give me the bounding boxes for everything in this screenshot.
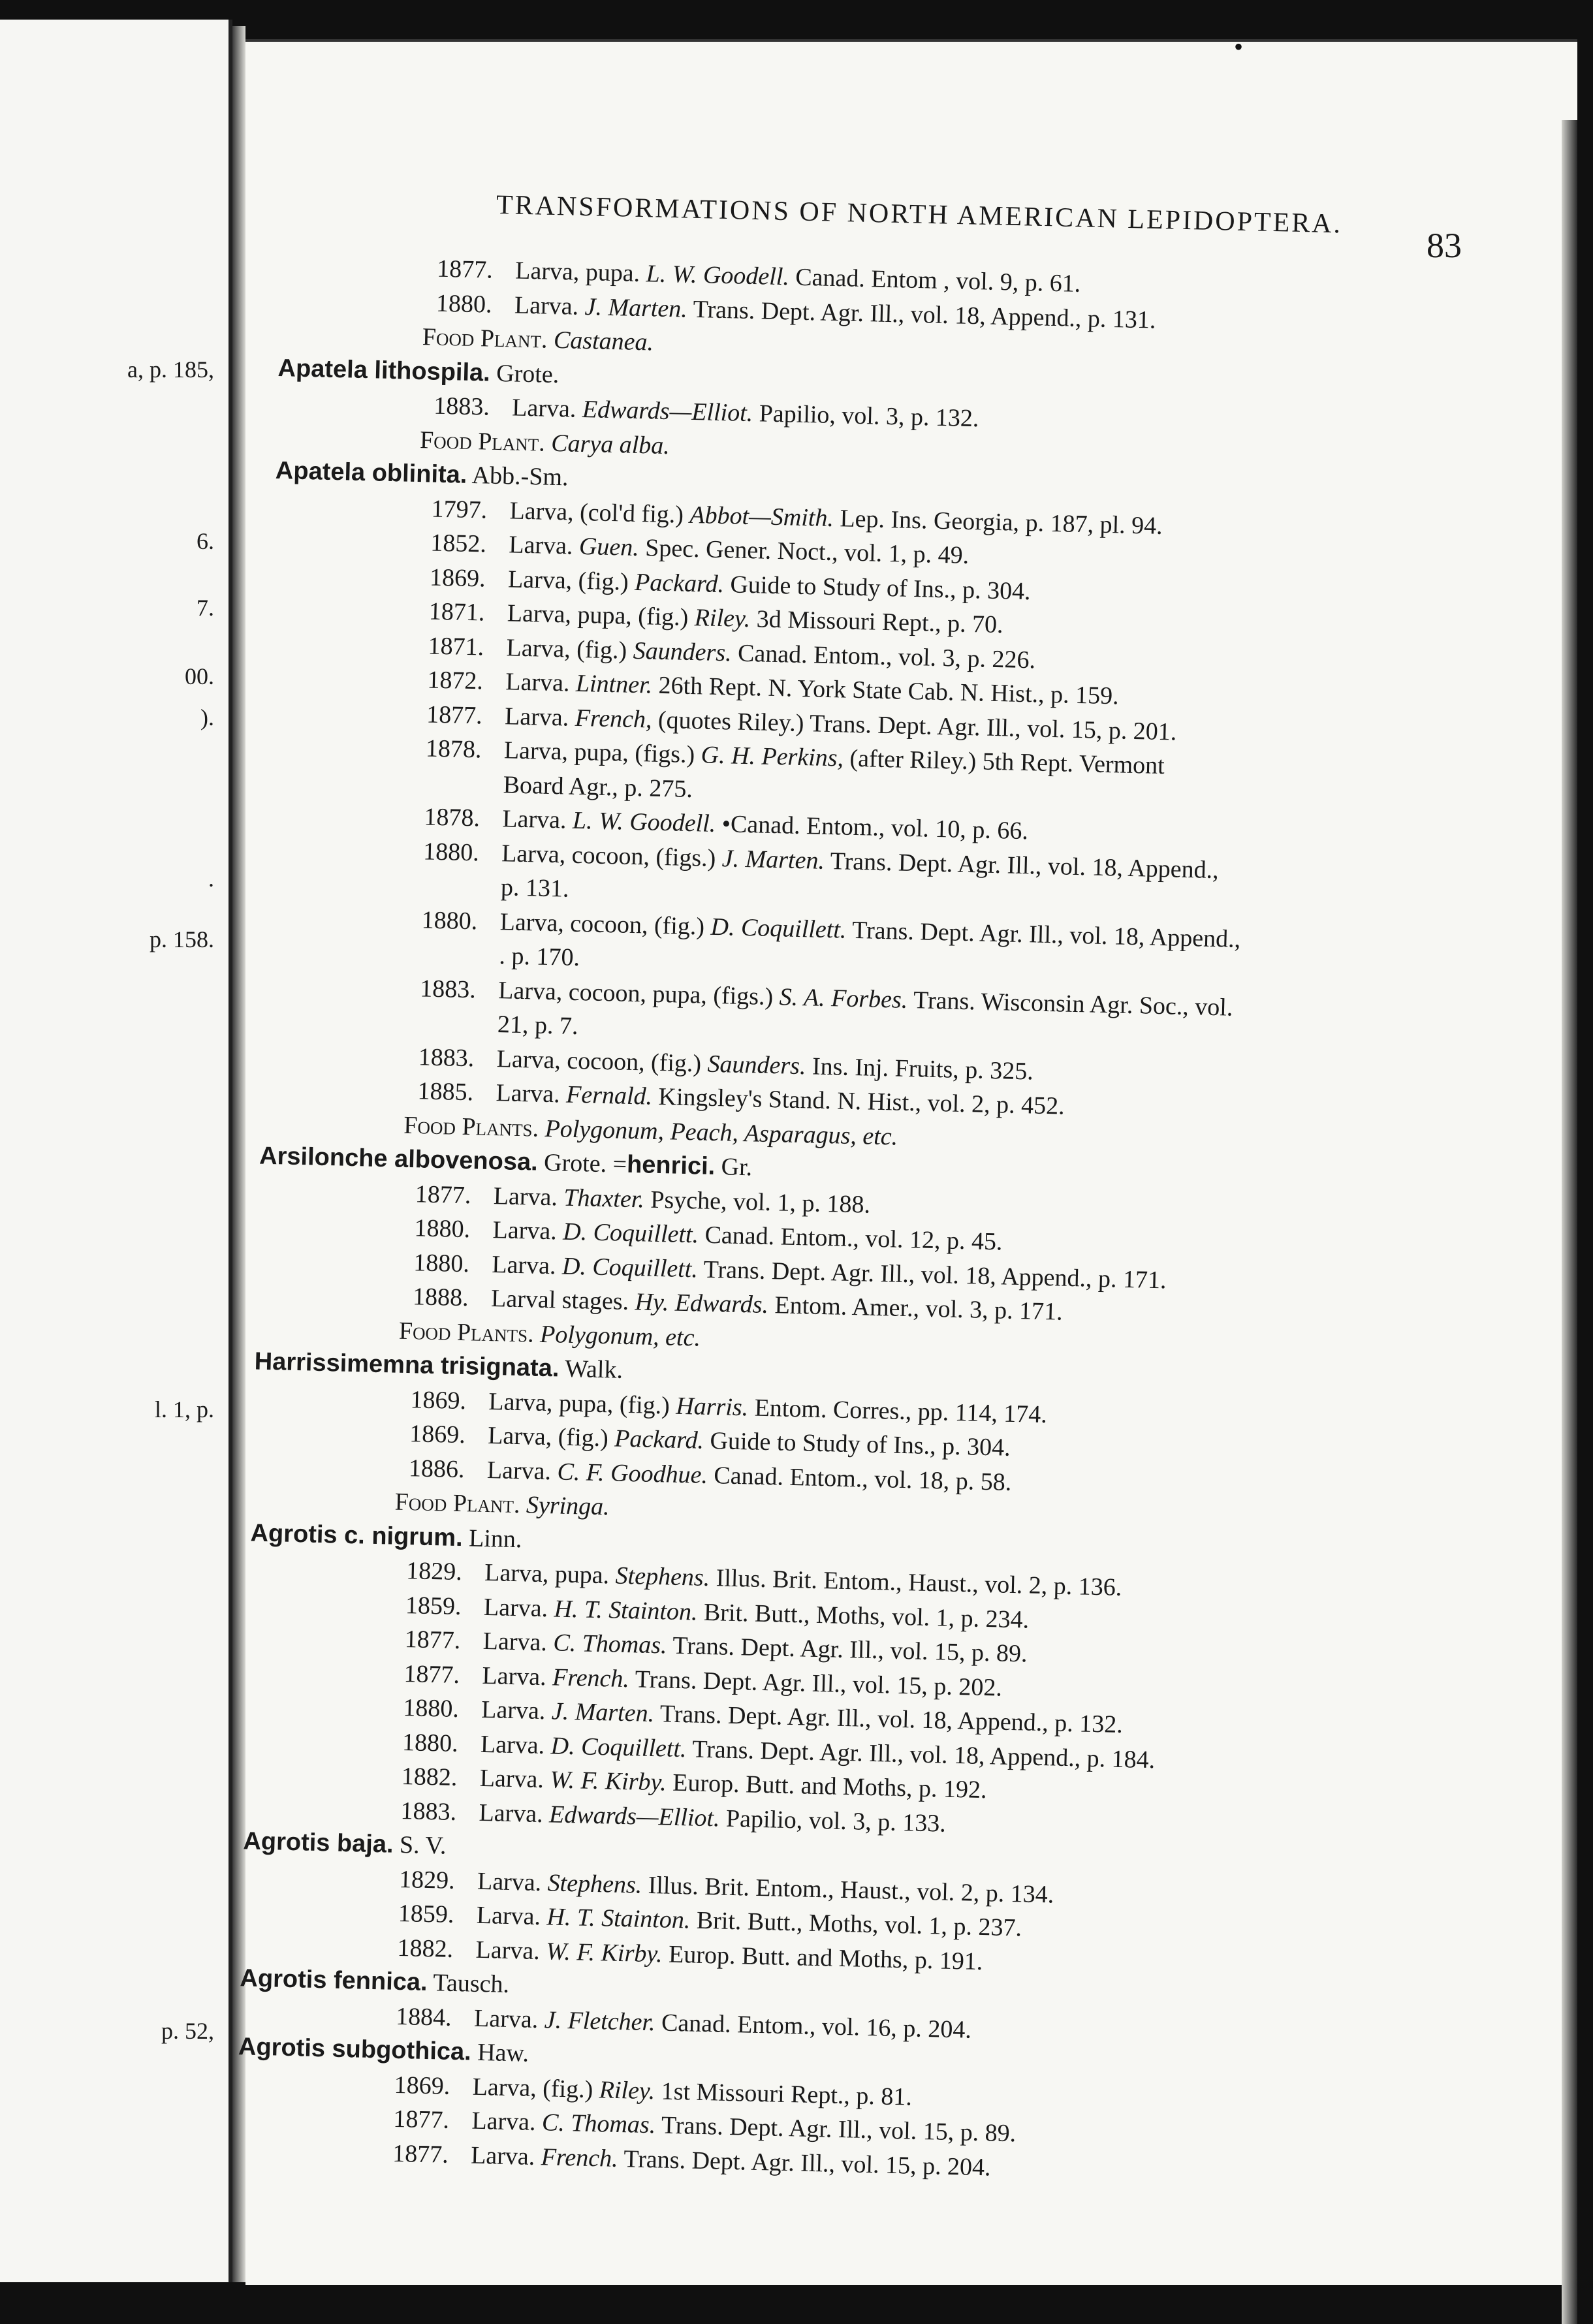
reference-author: L. W. Goodell. [646, 260, 790, 291]
reference-source: Canad. Entom., vol. 3, p. 226. [737, 639, 1036, 674]
reference-year: 1859. [398, 1899, 454, 1928]
reference-author: J. Marten. [721, 844, 825, 875]
reference-source: Trans. Dept. Agr. Ill., vol. 18, Append., p. 132. [659, 1700, 1124, 1739]
species-name: Agrotis c. nigrum. [250, 1518, 464, 1552]
page-number: 83 [1427, 226, 1462, 265]
food-plant-names: Castanea. [553, 326, 654, 356]
reference-source: Guide to Study of Ins., p. 304. [710, 1427, 1011, 1462]
reference-source: Canad. Entom , vol. 9, p. 61. [795, 263, 1081, 298]
reference-author: C. Thomas. [541, 2109, 656, 2139]
reference-continuation: Board Agr., p. 275. [503, 770, 693, 803]
food-plant-label: Food Plant. [422, 323, 548, 354]
reference-source: 1st Missouri Rept., p. 81. [661, 2077, 913, 2111]
species-authority: Walk. [564, 1355, 623, 1384]
facing-page-text: l. 1, p. [154, 1396, 214, 1422]
reference-author: C. F. Goodhue. [557, 1458, 708, 1489]
reference-year: 1869. [429, 563, 486, 593]
facing-page [0, 20, 232, 2282]
reference-description: Larva. [514, 290, 579, 321]
reference-year: 1878. [425, 734, 482, 764]
reference-source: Trans. Wisconsin Agr. Soc., vol. [913, 986, 1233, 1022]
reference-year: 1882. [397, 1934, 454, 1963]
reference-year: 1884. [395, 2002, 452, 2032]
facing-page-text: p. 158. [150, 926, 214, 952]
reference-description: Larva, pupa. [514, 257, 640, 287]
reference-source: Lep. Ins. Georgia, p. 187, pl. 94. [840, 504, 1163, 540]
reference-description: Larva. [491, 1250, 556, 1280]
reference-description: Larva. [496, 1079, 561, 1108]
reference-source: Entom. Corres., pp. 114, 174. [754, 1394, 1048, 1428]
reference-description: Larva. [492, 1216, 558, 1246]
synonym-authority: Gr. [721, 1153, 753, 1182]
reference-year: 1885. [417, 1077, 474, 1107]
species-name: Harrissimemna trisignata. [254, 1347, 560, 1383]
reference-year: 1872. [426, 666, 484, 695]
reference-source: 3d Missouri Rept., p. 70. [756, 605, 1004, 639]
reference-author: French. [552, 1663, 630, 1693]
reference-source: Canad. Entom., vol. 18, p. 58. [713, 1461, 1012, 1496]
reference-description: Larva, (fig.) [507, 565, 629, 596]
ink-speck: • [1234, 32, 1244, 61]
reference-description: Larva. [482, 1661, 547, 1691]
reference-author: D. Coquillett. [561, 1252, 699, 1283]
species-authority: Linn. [468, 1524, 522, 1553]
reference-author: Packard. [614, 1424, 704, 1454]
reference-author: Saunders. [707, 1050, 807, 1080]
reference-author: W. F. Kirby. [549, 1766, 667, 1797]
reference-source: Spec. Gener. Noct., vol. 1, p. 49. [644, 534, 970, 569]
reference-author: Lintner. [575, 669, 653, 699]
page-edge [1562, 120, 1577, 2324]
reference-description: Larva, pupa. [484, 1558, 610, 1590]
reference-source: Trans. Dept. Agr. Ill., vol. 18, Append., p. 171. [703, 1255, 1167, 1294]
reference-description: Larva. [473, 2004, 539, 2034]
reference-author: H. T. Stainton. [554, 1594, 698, 1626]
reference-author: French. [541, 2143, 619, 2173]
reference-source: Trans. Dept. Agr. Ill., vol. 15, p. 204. [623, 2144, 992, 2181]
species-authority: Haw. [477, 2038, 529, 2067]
reference-year: 1883. [419, 974, 477, 1003]
species-name: Agrotis subgothica. [238, 2033, 472, 2066]
reference-year: 1883. [433, 392, 490, 421]
species-name: Apatela oblinita. [275, 456, 467, 489]
reference-description: Larva. [470, 2141, 535, 2171]
reference-source: Brit. Butt., Moths, vol. 1, p. 234. [703, 1598, 1030, 1634]
reference-author: D. Coquillett. [562, 1217, 699, 1249]
reference-description: Larva. [511, 394, 576, 423]
reference-year: 1829. [398, 1865, 456, 1894]
facing-page-text: a, p. 185, [127, 356, 214, 383]
species-name: Arsilonche albovenosa. [259, 1142, 539, 1176]
reference-author: Stephens. [547, 1868, 642, 1899]
synonym-name: henrici. [626, 1150, 716, 1181]
facing-page-text: 7. [197, 595, 214, 621]
reference-author: J. Marten. [584, 292, 688, 323]
reference-source: Canad. Entom., vol. 16, p. 204. [661, 2008, 972, 2044]
reference-source: Illus. Brit. Entom., Haust., vol. 2, p. 136. [716, 1564, 1122, 1601]
reference-year: 1880. [422, 837, 480, 866]
reference-description: Larva. [479, 1798, 544, 1828]
reference-year: 1869. [394, 2071, 450, 2100]
reference-description: Larva. [477, 1867, 542, 1896]
reference-year: 1878. [424, 803, 481, 832]
reference-continuation: . p. 170. [499, 942, 580, 972]
reference-year: 1869. [410, 1385, 467, 1415]
reference-author: Hy. Edwards. [635, 1288, 769, 1319]
reference-author: Abbot—Smith. [689, 501, 834, 532]
reference-year: 1883. [418, 1043, 475, 1072]
reference-year: 1877. [436, 255, 494, 284]
reference-description: Larva, cocoon, (fig.) [496, 1044, 702, 1078]
reference-year: 1829. [405, 1557, 463, 1586]
reference-author: H. T. Stainton. [546, 1903, 691, 1934]
reference-source: Psyche, vol. 1, p. 188. [650, 1186, 871, 1219]
food-plant-label: Food Plants. [398, 1317, 535, 1348]
reference-source: Canad. Entom., vol. 12, p. 45. [704, 1221, 1003, 1256]
reference-description: Larva, (col'd fig.) [509, 496, 684, 529]
reference-continuation: p. 131. [500, 873, 569, 903]
species-authority: Grote. = [543, 1148, 627, 1178]
reference-year: 1797. [431, 495, 488, 524]
reference-author: Edwards—Elliot. [548, 1800, 721, 1832]
reference-source: Trans. Dept. Agr. Ill., vol. 15, p. 202. [635, 1665, 1003, 1702]
reference-year: 1880. [413, 1248, 470, 1278]
reference-author: Edwards—Elliot. [582, 395, 753, 428]
reference-year: 1882. [401, 1763, 458, 1792]
facing-page-text: ). [200, 704, 214, 730]
reference-source: Brit. Butt., Moths, vol. 1, p. 237. [696, 1906, 1022, 1942]
reference-source: Trans. Dept. Agr. Ill., vol. 18, Append., p. 131. [693, 295, 1156, 334]
reference-description: Larva. [505, 668, 571, 697]
reference-author: W. F. Kirby. [545, 1937, 663, 1968]
food-plant-names: Polygonum, etc. [539, 1320, 701, 1352]
food-plant-names: Carya alba. [550, 429, 670, 460]
reference-description: Larva. [482, 1627, 548, 1657]
facing-page-text: 6. [197, 528, 214, 554]
reference-source: Kingsley's Stand. N. Hist., vol. 2, p. 452. [658, 1082, 1065, 1120]
reference-description: Larva, (fig.) [472, 2073, 593, 2103]
reference-year: 1871. [428, 597, 485, 627]
reference-description: Larva, pupa, (figs.) [503, 736, 695, 769]
reference-year: 1886. [408, 1454, 465, 1483]
reference-source: Papilio, vol. 3, p. 133. [725, 1804, 947, 1838]
reference-description: Larva, cocoon, (fig.) [499, 907, 705, 941]
reference-source: Trans. Dept. Agr. Ill., vol. 18, Append., [830, 847, 1220, 884]
reference-year: 1877. [403, 1659, 460, 1689]
reference-author: Harris. [675, 1392, 749, 1421]
species-name: Agrotis fennica. [240, 1964, 428, 1997]
reference-author: Guen. [578, 532, 640, 562]
reference-author: G. H. Perkins, [701, 741, 844, 772]
reference-author: French, [575, 704, 653, 734]
reference-description: Larva. [483, 1593, 548, 1622]
reference-source: Trans. Dept. Agr. Ill., vol. 18, Append., p. 184. [691, 1735, 1156, 1774]
reference-description: Larva, cocoon, pupa, (figs.) [497, 976, 774, 1011]
reference-source: Trans. Dept. Agr. Ill., vol. 18, Append., [851, 916, 1241, 953]
reference-year: 1877. [404, 1625, 461, 1655]
reference-description: Larva. [475, 1936, 541, 1965]
reference-author: Saunders. [633, 636, 733, 667]
reference-author: J. Marten. [551, 1697, 655, 1728]
reference-description: Larva, (fig.) [487, 1421, 609, 1452]
reference-author: Fernald. [565, 1080, 653, 1110]
species-authority: S. V. [399, 1830, 447, 1860]
reference-description: Larva, pupa, (fig.) [507, 599, 689, 631]
reference-source: Europ. Butt. and Moths, p. 192. [672, 1768, 988, 1804]
reference-author: D. Coquillett. [550, 1731, 687, 1763]
reference-description: Larva. [504, 702, 569, 732]
reference-author: Thaxter. [563, 1184, 645, 1214]
reference-year: 1880. [414, 1214, 471, 1244]
reference-source: 26th Rept. N. York State Cab. N. Hist., p. 159. [658, 671, 1120, 710]
species-name: Agrotis baja. [242, 1827, 394, 1859]
reference-year: 1880. [402, 1694, 460, 1723]
reference-source: Entom. Amer., vol. 3, p. 171. [774, 1291, 1064, 1326]
reference-author: S. A. Forbes. [779, 982, 908, 1014]
reference-description: Larva, pupa, (fig.) [488, 1387, 670, 1420]
food-plant-label: Food Plants. [403, 1111, 539, 1142]
facing-page-text: . [208, 866, 214, 892]
reference-source: Ins. Inj. Fruits, p. 325. [812, 1052, 1034, 1086]
reference-description: Larva. [508, 531, 573, 560]
reference-year: 1852. [430, 529, 487, 558]
reference-author: Packard. [634, 568, 725, 598]
reference-author: Stephens. [615, 1562, 710, 1592]
reference-author: J. Fletcher. [544, 2005, 656, 2036]
reference-source: (quotes Riley.) Trans. Dept. Agr. Ill., vol. 15, p. 201. [657, 706, 1177, 746]
reference-year: 1888. [412, 1283, 469, 1312]
food-plant-label: Food Plant. [394, 1488, 520, 1519]
reference-list [236, 248, 1456, 2195]
reference-description: Larva. [471, 2107, 537, 2136]
reference-year: 1880. [421, 905, 478, 935]
reference-description: Larva. [481, 1695, 546, 1725]
reference-source: •Canad. Entom., vol. 10, p. 66. [721, 810, 1029, 845]
reference-year: 1877. [392, 2139, 449, 2169]
reference-continuation: 21, p. 7. [497, 1011, 579, 1041]
food-plant-label: Food Plant. [419, 426, 546, 457]
reference-year: 1869. [409, 1420, 466, 1449]
reference-author: D. Coquillett. [710, 913, 847, 944]
reference-source: Illus. Brit. Entom., Haust., vol. 2, p. 134. [648, 1871, 1054, 1909]
reference-description: Larva. [480, 1730, 545, 1759]
reference-description: Larva, (fig.) [506, 633, 627, 665]
reference-description: Larva. [493, 1182, 558, 1211]
species-authority: Tausch. [432, 1969, 510, 1998]
reference-source: Papilio, vol. 3, p. 132. [759, 400, 979, 433]
reference-source: Trans. Dept. Agr. Ill., vol. 15, p. 89. [661, 2111, 1017, 2148]
reference-author: Riley. [694, 604, 751, 633]
reference-year: 1877. [426, 700, 483, 729]
reference-author: C. Thomas. [552, 1629, 668, 1659]
species-authority: Abb.-Sm. [471, 462, 569, 492]
reference-author: Riley. [599, 2075, 655, 2105]
facing-page-text: p. 52, [161, 2018, 214, 2044]
reference-year: 1880. [402, 1728, 459, 1757]
running-head: TRANSFORMATIONS OF NORTH AMERICAN LEPIDOPTERA. [496, 190, 1343, 240]
species-authority: Grote. [496, 359, 560, 388]
reference-year: 1871. [428, 631, 484, 661]
reference-source: Guide to Study of Ins., p. 304. [730, 570, 1032, 605]
reference-year: 1883. [400, 1797, 457, 1826]
reference-author: L. W. Goodell. [572, 806, 716, 838]
reference-source: Europ. Butt. and Moths, p. 191. [668, 1940, 983, 1975]
reference-description: Larva. [502, 805, 567, 834]
reference-source: (after Riley.) 5th Rept. Vermont [849, 744, 1165, 780]
reference-description: Larva. [476, 1901, 541, 1931]
facing-page-text: 00. [185, 663, 214, 689]
reference-description: Larva. [486, 1456, 552, 1485]
reference-year: 1877. [393, 2105, 450, 2134]
reference-description: Larva. [479, 1764, 544, 1794]
reference-source: Trans. Dept. Agr. Ill., vol. 15, p. 89. [672, 1631, 1028, 1668]
reference-year: 1877. [415, 1180, 471, 1209]
reference-year: 1859. [405, 1591, 462, 1620]
reference-description: Larva, cocoon, (figs.) [501, 839, 716, 872]
reference-year: 1880. [435, 289, 493, 319]
food-plant-names: Syringa. [526, 1491, 610, 1521]
species-name: Apatela lithospila. [277, 354, 491, 387]
food-plant-names: Polygonum, Peach, Asparagus, etc. [544, 1114, 898, 1151]
reference-description: Larval stages. [490, 1285, 629, 1316]
